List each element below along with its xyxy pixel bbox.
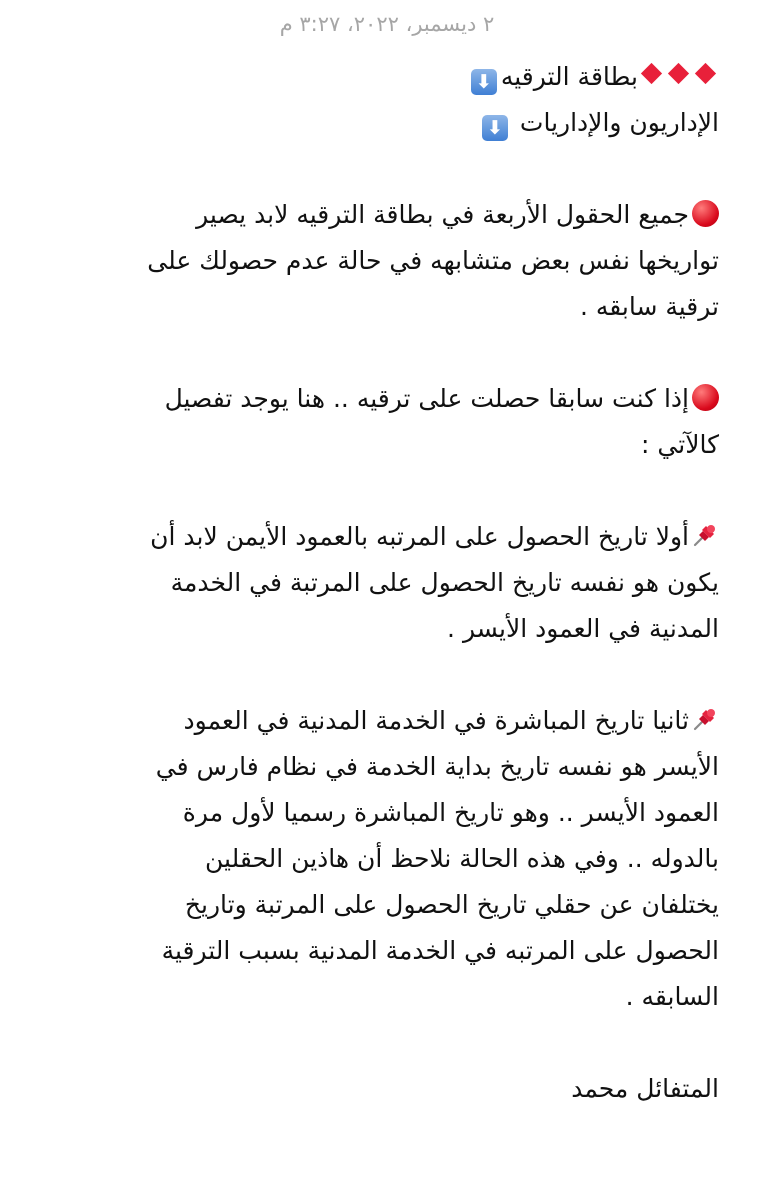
paragraph-line — [39, 376, 719, 422]
paragraph-text: أولا تاريخ الحصول على المرتبه بالعمود الأيمن لابد أن — [150, 522, 689, 551]
paragraph-text: ثانيا تاريخ المباشرة في الخدمة المدنية في العمود — [183, 706, 689, 735]
note-title: بطاقة الترقيه — [500, 62, 638, 91]
note-timestamp: ٢ ديسمبر، ٢٠٢٢، ٣:٢٧ م — [279, 12, 495, 36]
pushpin-icon — [691, 521, 719, 549]
down-arrow-icon: ⬇ — [482, 115, 508, 141]
paragraph-line: الأيسر هو نفسه تاريخ بداية الخدمة في نظام فارس في — [155, 752, 719, 781]
blank-line — [39, 468, 719, 514]
down-arrow-icon: ⬇ — [471, 69, 497, 95]
blank-line — [39, 1020, 719, 1066]
paragraph-line: يختلفان عن حقلي تاريخ الحصول على المرتبة وتاريخ — [184, 890, 719, 919]
paragraph-line — [39, 698, 719, 744]
note-subtitle: الإداريون والإداريات — [519, 108, 719, 137]
paragraph-text: جميع الحقول الأربعة في بطاقة الترقيه لابد يصير — [196, 200, 689, 229]
paragraph-line: ترقية سابقه . — [579, 292, 719, 321]
red-diamond-icon — [641, 63, 662, 84]
blank-line — [39, 652, 719, 698]
blank-line — [39, 330, 719, 376]
paragraph-line: كالآتي : — [641, 430, 719, 459]
red-diamond-icon — [668, 63, 689, 84]
red-circle-icon — [692, 200, 719, 227]
blank-line — [39, 146, 719, 192]
red-circle-icon — [692, 384, 719, 411]
paragraph-line — [39, 514, 719, 560]
paragraph-line: الحصول على المرتبه في الخدمة المدنية بسبب الترقية — [161, 936, 719, 965]
title-line — [39, 54, 719, 100]
subtitle-line — [39, 100, 719, 146]
red-diamond-icon — [695, 63, 716, 84]
paragraph-line: المدنية في العمود الأيسر . — [447, 614, 719, 643]
paragraph-line: العمود الأيسر .. وهو تاريخ المباشرة رسميا لأول مرة — [182, 798, 719, 827]
paragraph-text: إذا كنت سابقا حصلت على ترقيه .. هنا يوجد تفصيل — [164, 384, 689, 413]
pushpin-icon — [691, 705, 719, 733]
paragraph-line — [39, 192, 719, 238]
paragraph-line: تواريخها نفس بعض متشابهه في حالة عدم حصولك على — [147, 246, 719, 275]
note-body[interactable] — [39, 54, 719, 1112]
paragraph-line: السابقه . — [625, 982, 719, 1011]
paragraph-line: بالدوله .. وفي هذه الحالة نلاحظ أن هاذين الحقلين — [205, 844, 719, 873]
signature: المتفائل محمد — [571, 1074, 719, 1103]
paragraph-line: يكون هو نفسه تاريخ الحصول على المرتبة في الخدمة — [170, 568, 719, 597]
